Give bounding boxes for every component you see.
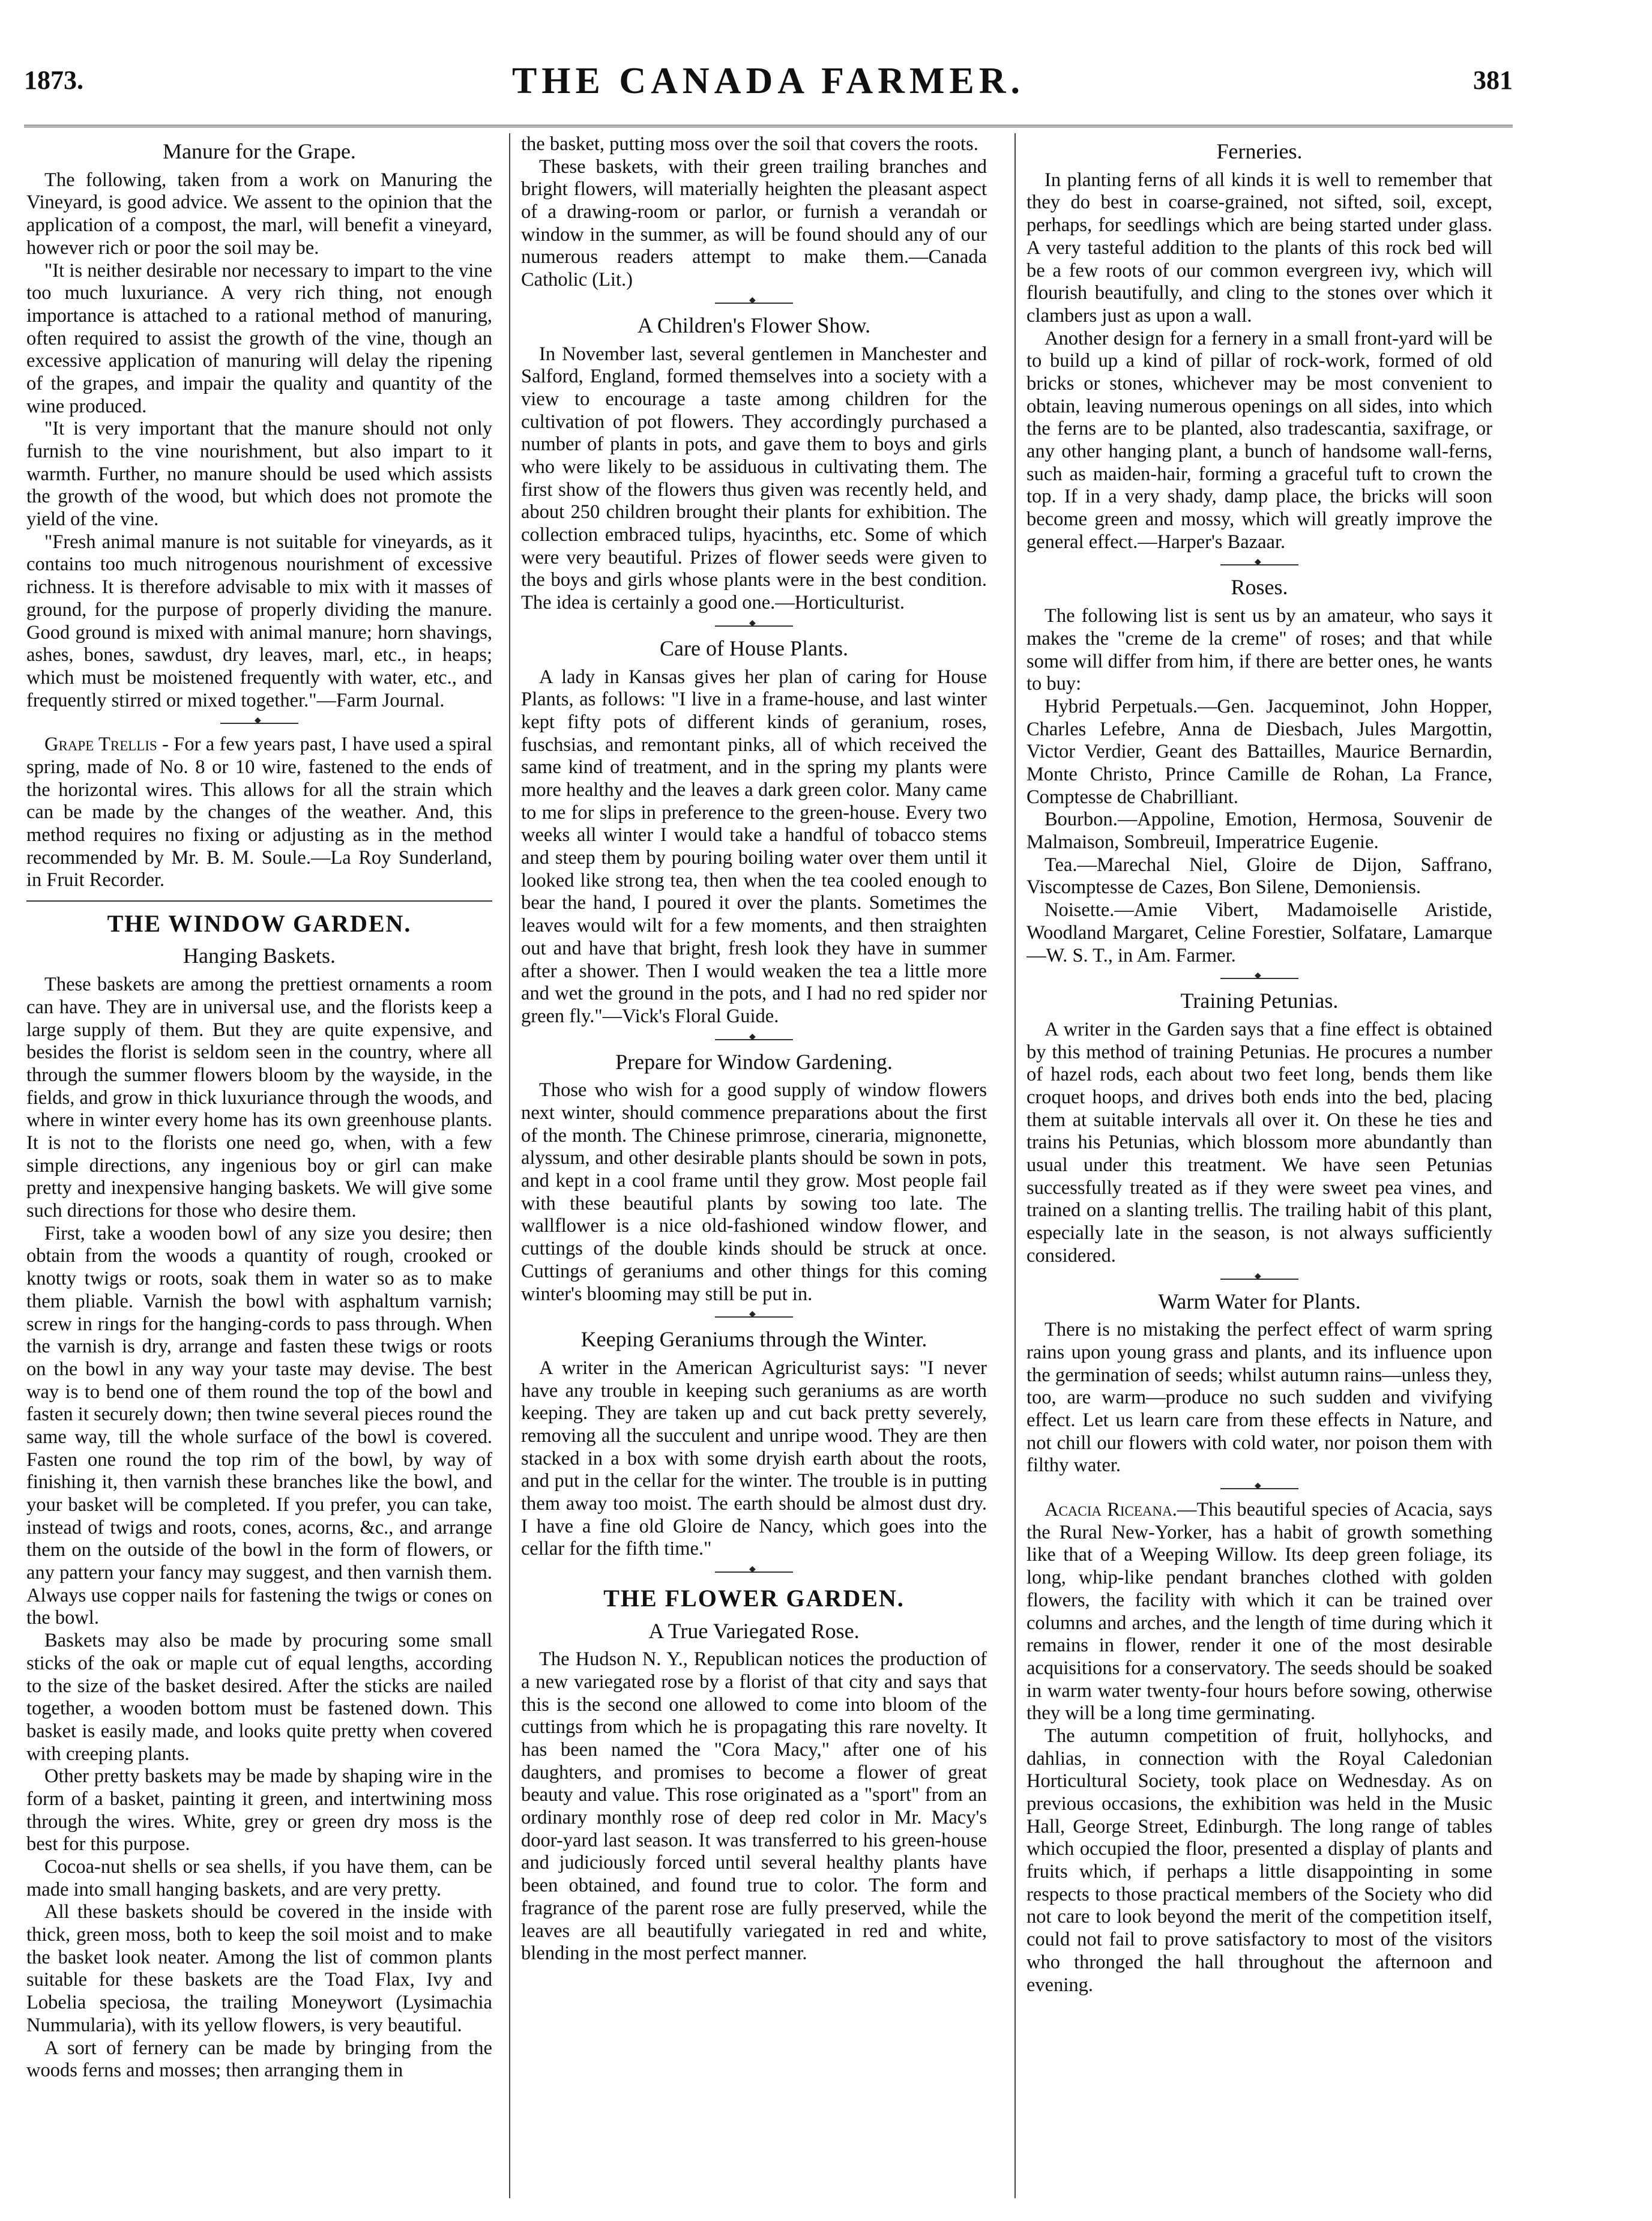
paragraph: Those who wish for a good supply of window flowers next winter, should commence preparations about the first of the month. The Chinese primrose, cineraria, mignonette, alyssum, and other desirable plants should be sown in pots, and kept in a cool frame until they grow. Most people fail with these beautiful plants by sowing too late. The wallflower is a nice old-fashioned window flower, and cuttings of the double kinds should be struck at once. Cuttings of geraniums and other things for this coming winter's blooming may still be put in. bbox=[521, 1079, 987, 1305]
article-heading: Keeping Geraniums through the Winter. bbox=[580, 1327, 927, 1352]
paragraph-text: - For a few years past, I have used a spiral spring, made of No. 8 or 10 wire, fastened to the ends of the horizontal wires. This allows for all the strain which can be made by the changes of the weather. And, this method requires no fixing or adjusting as in the method recommended by Mr. B. M. Soule.—La Roy Sunderland, in Fruit Recorder. bbox=[26, 734, 492, 891]
paragraph: "Fresh animal manure is not suitable for vineyards, as it contains too much nitrogenous nourishment of excessive richness. It is therefore advisable to mix with it masses of ground, for the purpose of properly dividing the manure. Good ground is mixed with animal manure; horn shavings, ashes, bones, sawdust, dry leaves, marl, etc., in heaps; which must be moistened frequently with water, etc., and frequently stirred or mixed together."—Farm Journal. bbox=[26, 531, 492, 711]
paragraph: Noisette.—Amie Vibert, Madamoiselle Aristide, Woodland Margaret, Celine Forestier, Solfatare, Lamarque—W. S. T., in Am. Farmer. bbox=[1026, 899, 1492, 966]
section-heading: THE FLOWER GARDEN. bbox=[603, 1585, 905, 1612]
paragraph: First, take a wooden bowl of any size you desire; then obtain from the woods a quantity of rough, crooked or knotty twigs or roots, soak them in water so as to make them pliable. Varnish the bowl with asphaltum varnish; screw in rings for the hanging-cords to pass through. When the varnish is dry, arrange and fasten these twigs or roots on the bowl in any way your taste may devise. The best way is to bend one of them round the top of the bowl and fasten it securely down; then twine several pieces round the same way, till the whole surface of the bowl is covered. Fasten one round the top rim of the bowl, by way of finishing it, then varnish these branches like the bowl, and your basket will be completed. If you prefer, you can take, instead of twigs and roots, cones, acorns, &c., and arrange them on the outside of the bowl in the form of flowers, or any pattern your fancy may suggest, and then varnish them. Always use copper nails for fastening the twigs or cones on the bowl. bbox=[26, 1222, 492, 1629]
masthead bbox=[24, 54, 1513, 120]
article-heading: Care of House Plants. bbox=[660, 636, 848, 660]
paragraph: Baskets may also be made by procuring some small sticks of the oak or maple cut of equal lengths, according to the size of the basket desired. After the sticks are nailed together, a wooden bottom must be fastened down. This basket is easily made, and looks quite pretty when covered with creeping plants. bbox=[26, 1630, 492, 1765]
column-middle bbox=[521, 133, 987, 2198]
paragraph: All these baskets should be covered in the inside with thick, green moss, both to keep the soil moist and to make the basket look neater. Among the list of common plants suitable for these baskets are the Toad Flax, Ivy and Lobelia speciosa, the trailing Moneywort (Lysimachia Nummularia), with its yellow flowers, is very beautiful. bbox=[26, 1901, 492, 2036]
paragraph: "It is neither desirable nor necessary to impart to the vine too much luxuriance. A very rich thing, not enough importance is attached to a rational method of manuring, often required to assist the growth of the vine, though an excessive application of manuring will delay the ripening of the grapes, and impair the quality and quantity of the wine produced. bbox=[26, 259, 492, 417]
paragraph: The following list is sent us by an amateur, who says it makes the "creme de la creme" of roses; and that while some will differ from him, if there are better ones, he wants to buy: bbox=[1026, 605, 1492, 695]
paragraph bbox=[26, 734, 492, 892]
article-heading: Manure for the Grape. bbox=[163, 139, 356, 163]
separator bbox=[715, 625, 793, 630]
paragraph: In planting ferns of all kinds it is well to remember that they do best in coarse-grained, not sifted, soil, except, perhaps, for seedlings which are being started under glass. A very tasteful addition to the plants of this rock bed will be a few roots of our common evergreen ivy, which will flourish beautifully, and cling to the stones over which it clambers just as upon a wall. bbox=[1026, 169, 1492, 327]
paragraph: A writer in the American Agriculturist says: "I never have any trouble in keeping such geraniums as are worth keeping. They are taken up and cut back pretty severely, removing all the succulent and unripe wood. They are then stacked in a box with some dryish earth about the roots, and put in the cellar for the winter. The trouble is in putting them away too moist. The earth should be almost dust dry. I have a fine old Gloire de Nancy, which goes into the cellar for the fifth time." bbox=[521, 1357, 987, 1560]
paragraph: Tea.—Marechal Niel, Gloire de Dijon, Saffrano, Viscomptesse de Cazes, Bon Silene, Demoniensis. bbox=[1026, 854, 1492, 899]
page-number: 381 bbox=[1473, 65, 1513, 95]
section-rule bbox=[26, 900, 492, 902]
paragraph: Cocoa-nut shells or sea shells, if you have them, can be made into small hanging baskets, and are very pretty. bbox=[26, 1856, 492, 1900]
paragraph: Hybrid Perpetuals.—Gen. Jacqueminot, John Hopper, Charles Lefebre, Anna de Diesbach, Jules Margottin, Victor Verdier, Geant des Battailles, Maurice Bernardin, Monte Christo, Prince Camille de Rohan, La France, Comptesse de Chabrilliant. bbox=[1026, 695, 1492, 808]
paragraph-text: —This beautiful species of Acacia, says the Rural New-Yorker, has a habit of growth something like that of a Weeping Willow. Its deep green foliage, its long, whip-like pendant branches clothed with golden flowers, the facility with which it can be trained over columns and arches, and the length of time during which it remains in flower, render it one of the most desirable acquisitions for a conservatory. The seeds should be soaked in warm water twenty-four hours before sowing, otherwise they will be a long time germinating. bbox=[1026, 1499, 1492, 1725]
column-right bbox=[1026, 133, 1492, 2198]
article-heading: A True Variegated Rose. bbox=[648, 1618, 860, 1643]
paragraph: A sort of fernery can be made by bringing from the woods ferns and mosses; then arranging them in bbox=[26, 2037, 492, 2082]
separator bbox=[1220, 1279, 1298, 1283]
paragraph: These baskets are among the prettiest ornaments a room can have. They are in universal use, and the florists keep a large supply of them. But they are quite expensive, and besides the florist is seldom seen in the country, where all through the summer flowers bloom by the wayside, in the fields, and grow in thick luxuriance through the woods, and where in winter every home has its own greenhouse plants. It is not to the florists one need go, when, with a few simple directions, any ingenious boy or girl can make pretty and inexpensive hanging baskets. We will give some such directions for those who desire them. bbox=[26, 974, 492, 1222]
article-heading: Training Petunias. bbox=[1180, 989, 1339, 1013]
separator bbox=[715, 1039, 793, 1044]
run-in-heading: Acacia Riceana. bbox=[1045, 1499, 1177, 1521]
newspaper-title: THE CANADA FARMER. bbox=[511, 61, 1025, 101]
paragraph: There is no mistaking the perfect effect of warm spring rains upon young grass and plants, and its influence upon the germination of seeds; whilst autumn rains—unless they, too, are warm—produce no such sudden and vivifying effect. Let us learn care from these effects in Nature, and not chill our flowers with cold water, nor poison them with filthy water. bbox=[1026, 1319, 1492, 1477]
paragraph: In November last, several gentlemen in Manchester and Salford, England, formed themselves into a society with a view to encourage a taste among children for the cultivation of pot flowers. They accordingly purchased a number of plants in pots, and gave them to boys and girls who were likely to be assiduous in cultivating them. The first show of the flowers thus given was recently held, and about 250 children brought their plants for exhibition. The collection embraced tulips, hyacinths, etc. Some of which were very beautiful. Prizes of flower seeds were given to the boys and girls whose plants were in the best condition. The idea is certainly a good one.—Horticulturist. bbox=[521, 343, 987, 614]
separator bbox=[1220, 1488, 1298, 1493]
paragraph: "It is very important that the manure should not only furnish to the vine nourishment, but also impart to it warmth. Further, no manure should be used which assists the growth of the wood, but which does not promote the yield of the vine. bbox=[26, 418, 492, 531]
run-in-heading: Grape Trellis bbox=[44, 734, 157, 756]
separator bbox=[1220, 978, 1298, 983]
article-heading: Prepare for Window Gardening. bbox=[615, 1049, 893, 1074]
separator bbox=[715, 1572, 793, 1576]
column-left bbox=[26, 133, 492, 2198]
paragraph bbox=[1026, 1499, 1492, 1725]
paragraph: A lady in Kansas gives her plan of caring for House Plants, as follows: "I live in a frame-house, and last winter kept fifty pots of different kinds of geranium, roses, fuschsias, and remontant pinks, all of which received the same kind of treatment, and in the spring my plants were more healthy and the leaves a dark green color. Many came to me for slips in preference to the green-house. Every two weeks all winter I would take a handful of tobacco stems and steep them by pouring boiling water over them until it looked like strong tea, then when the tea cooled enough to bear the hand, I poured it over the plants. Sometimes the leaves would wilt for a few moments, and then straighten out and have that bright, fresh look they have in summer after a shower. Then I would weaken the tea a little more and wet the ground in the pots, and I had no red spider nor green fly."—Vick's Floral Guide. bbox=[521, 666, 987, 1027]
article-heading: Warm Water for Plants. bbox=[1158, 1289, 1361, 1313]
separator bbox=[1220, 564, 1298, 569]
separator bbox=[220, 723, 298, 728]
column-divider bbox=[1014, 133, 1016, 2198]
section-heading: THE WINDOW GARDEN. bbox=[107, 910, 412, 938]
separator bbox=[715, 1316, 793, 1321]
article-heading: A Children's Flower Show. bbox=[637, 313, 871, 337]
article-heading: Ferneries. bbox=[1216, 139, 1303, 163]
separator bbox=[715, 303, 793, 307]
header-rule bbox=[24, 125, 1513, 127]
paragraph: the basket, putting moss over the soil that covers the roots. bbox=[521, 133, 978, 155]
paragraph: The following, taken from a work on Manuring the Vineyard, is good advice. We assent to the opinion that the application of a compost, the marl, will benefit a vineyard, however rich or poor the soil may be. bbox=[26, 169, 492, 259]
issue-year: 1873. bbox=[24, 65, 83, 95]
paragraph: The autumn competition of fruit, hollyhocks, and dahlias, in connection with the Royal Caledonian Horticultural Society, took place on Wednesday. As on previous occasions, the exhibition was held in the Music Hall, George Street, Edinburgh. The long range of tables which occupied the floor, presented a display of plants and fruits which, if perhaps a little disappointing in some respects to those practical members of the Society who did not care to look beyond the merit of the competition itself, could not fail to prove satisfactory to most of the visitors who thronged the hall throughout the afternoon and evening. bbox=[1026, 1725, 1492, 1996]
paragraph: Other pretty baskets may be made by shaping wire in the form of a basket, painting it green, and intertwining moss through the wires. White, grey or green dry moss is the best for this purpose. bbox=[26, 1765, 492, 1855]
paragraph: The Hudson N. Y., Republican notices the production of a new variegated rose by a florist of that city and says that this is the second one allowed to come into bloom of the cuttings from which he is propagating this rare novelty. It has been named the "Cora Macy," after one of his daughters, and promises to become a flower of great beauty and value. This rose originated as a "sport" from an ordinary monthly rose of deep red color in Mr. Macy's door-yard last season. It was transferred to his green-house and judiciously forced until several healthy plants have been obtained, and found true to color. The form and fragrance of the parent rose are fully preserved, while the leaves are all beautifully variegated in red and white, blending in the most perfect manner. bbox=[521, 1648, 987, 1965]
article-heading: Hanging Baskets. bbox=[183, 944, 336, 968]
article-heading: Roses. bbox=[1231, 575, 1288, 600]
paragraph: Another design for a fernery in a small front-yard will be to build up a kind of pillar of rock-work, formed of old bricks or stones, whichever may be most convenient to obtain, leaving numerous openings on all sides, into which the ferns are to be planted, also tradescantia, saxifrage, or any other hanging plant, a bunch of handsome wall-ferns, such as maiden-hair, forming a graceful tuft to crown the top. If in a very shady, damp place, the bricks will soon become green and mossy, which will greatly improve the general effect.—Harper's Bazaar. bbox=[1026, 327, 1492, 553]
column-divider bbox=[509, 133, 510, 2198]
paragraph: A writer in the Garden says that a fine effect is obtained by this method of training Petunias. He procures a number of hazel rods, each about two feet long, bends them like croquet hoops, and drives both ends into the bed, placing them at suitable intervals all over it. On these he ties and trains his Petunias, which blossom more abundantly than usual under this treatment. We have seen Petunias successfully treated as if they were sweet pea vines, and trained on a slanting trellis. The trailing habit of this plant, especially late in the season, is not always sufficiently considered. bbox=[1026, 1018, 1492, 1267]
paragraph: Bourbon.—Appoline, Emotion, Hermosa, Souvenir de Malmaison, Sombreuil, Imperatrice Eugenie. bbox=[1026, 809, 1492, 854]
paragraph: These baskets, with their green trailing branches and bright flowers, will materially heighten the pleasant aspect of a drawing-room or parlor, or furnish a verandah or window in the summer, as will be found should any of our numerous readers attempt to make them.—Canada Catholic (Lit.) bbox=[521, 155, 987, 291]
